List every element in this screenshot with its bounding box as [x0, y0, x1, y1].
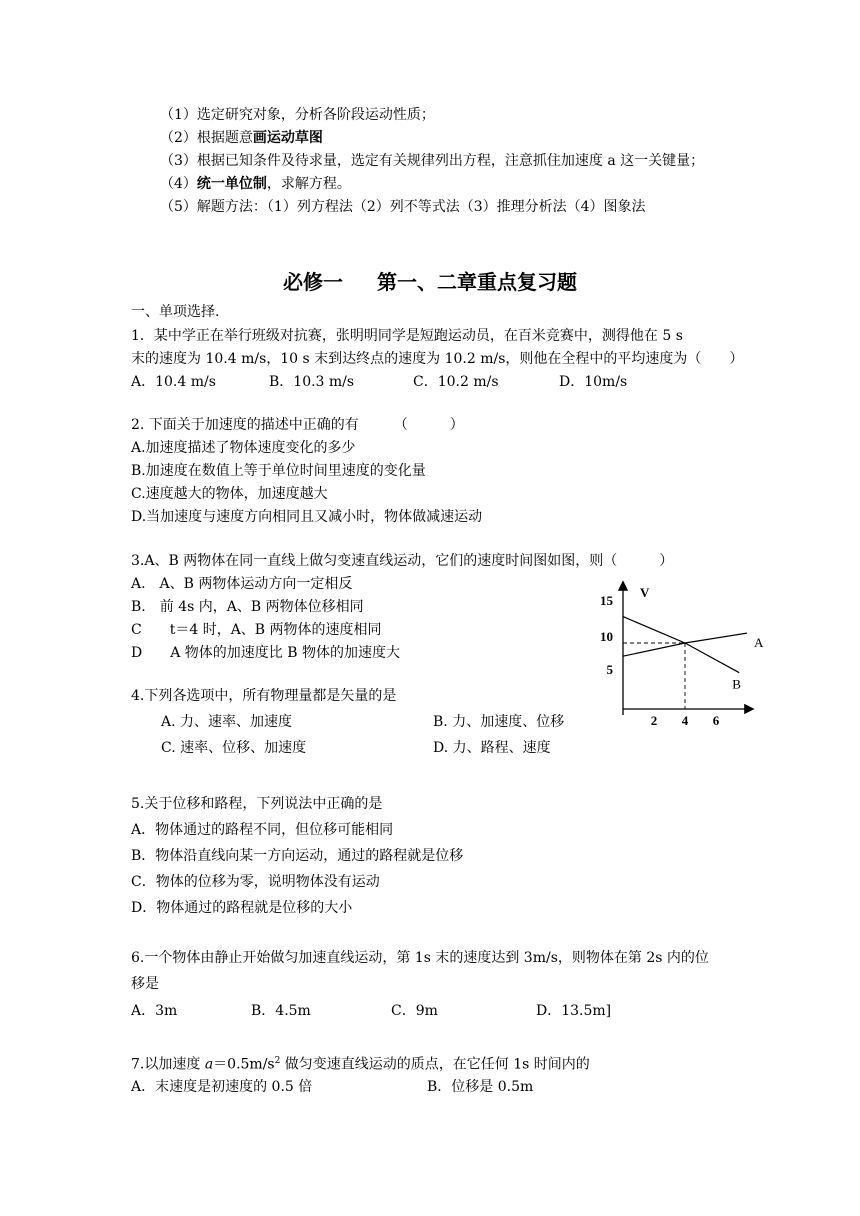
q4-option-b: B. 力、加速度、位移 — [433, 714, 565, 730]
q3-stem: 3.A、B 两物体在同一直线上做匀变速直线运动，它们的速度时间图如图，则（ ） — [131, 553, 674, 569]
q6-option-c: C．9m — [391, 1003, 438, 1019]
q6-option-a: A．3m — [131, 1003, 178, 1019]
q6-option-d: D．13.5m] — [536, 1003, 612, 1019]
q1-line2: 末的速度为 10.4 m/s，10 s 末到达终点的速度为 10.2 m/s，则他在全程中的平均速度为（ ） — [131, 351, 744, 367]
q4-option-a: A. 力、速率、加速度 — [161, 714, 293, 730]
q7-pre: 7.以加速度 — [131, 1056, 205, 1073]
title-part1: 必修一 — [283, 270, 343, 294]
q3-option-d: D A 物体的加速度比 B 物体的加速度大 — [131, 645, 400, 661]
q5-option-b: B．物体沿直线向某一方向运动，通过的路程就是位移 — [131, 848, 464, 864]
step-4-bold: 统一单位制 — [196, 176, 267, 192]
x-tick-label-2: 2 — [650, 713, 658, 728]
q3-option-c: C t＝4 时，A、B 两物体的速度相同 — [131, 622, 382, 638]
series-label-B: B — [732, 676, 741, 692]
q5-option-a: A．物体通过的路程不同，但位移可能相同 — [131, 822, 394, 838]
step-4-pre: （4） — [160, 176, 197, 192]
section-heading: 一、单项选择. — [131, 304, 220, 320]
page-title — [0, 268, 860, 296]
q5-option-d: D．物体通过的路程就是位移的大小 — [131, 900, 353, 916]
q3-option-a: A. A、B 两物体运动方向一定相反 — [131, 576, 353, 592]
step-5: （5）解题方法：（1）列方程法（2）列不等式法（3）推理分析法（4）图象法 — [160, 199, 646, 215]
q7-option-b: B．位移是 0.5m — [427, 1079, 534, 1095]
title-part2: 第一、二章重点复习题 — [377, 270, 577, 294]
x-tick-label-4: 4 — [681, 713, 689, 728]
q1-option-d: D．10m/s — [559, 374, 628, 390]
q7-sup: 2 — [274, 1056, 281, 1066]
q5-stem: 5.关于位移和路程，下列说法中正确的是 — [131, 796, 383, 812]
y-tick-label-5: 5 — [606, 662, 613, 677]
x-tick-label-6: 6 — [712, 713, 720, 728]
y-tick-label-10: 10 — [600, 629, 613, 644]
q7-var: a — [204, 1056, 214, 1073]
q7-mid: ＝0.5m/s — [213, 1056, 275, 1073]
q6-line1: 6.一个物体由静止开始做匀加速直线运动，第 1s 末的速度达到 3m/s，则物体在第 2s 内的位 — [131, 950, 709, 966]
step-2-text: （2）根据题意 — [160, 130, 253, 146]
q1-option-b: B．10.3 m/s — [269, 374, 355, 390]
step-4-post: ，求解方程。 — [266, 176, 351, 192]
q2-option-a: A.加速度描述了物体速度变化的多少 — [131, 440, 356, 456]
step-3: （3）根据已知条件及待求量，选定有关规律列出方程，注意抓住加速度 a 这一关键量； — [160, 153, 705, 169]
series-label-A: A — [754, 635, 764, 651]
step-2-bold: 画运动草图 — [252, 130, 323, 146]
q7-option-a: A．末速度是初速度的 0.5 倍 — [131, 1079, 313, 1095]
q3-option-b: B. 前 4s 内，A、B 两物体位移相同 — [131, 599, 364, 615]
q6-line2: 移是 — [131, 976, 159, 992]
step-4 — [160, 174, 351, 194]
q4-option-d: D. 力、路程、速度 — [433, 740, 551, 756]
y-tick-label-15: 15 — [600, 593, 613, 608]
step-2 — [160, 128, 323, 148]
q5-option-c: C．物体的位移为零，说明物体没有运动 — [131, 874, 380, 890]
y-axis-label: V — [640, 585, 650, 600]
q4-stem: 4.下列各选项中，所有物理量都是矢量的是 — [131, 688, 397, 704]
q1-option-a: A．10.4 m/s — [131, 374, 216, 390]
q4-option-c: C. 速率、位移、加速度 — [161, 740, 307, 756]
q2-option-b: B.加速度在数值上等于单位时间里速度的变化量 — [131, 463, 426, 479]
q2-stem: 2. 下面关于加速度的描述中正确的有 （ ） — [131, 417, 464, 433]
velocity-time-graph — [570, 575, 770, 730]
step-1: （1）选定研究对象，分析各阶段运动性质； — [160, 107, 435, 123]
q6-option-b: B．4.5m — [251, 1003, 311, 1019]
q1-option-c: C．10.2 m/s — [413, 374, 499, 390]
series-line-B — [623, 617, 739, 673]
q1-line1: 1．某中学正在举行班级对抗赛，张明明同学是短跑运动员，在百米竞赛中，测得他在 5 s — [131, 328, 683, 344]
q2-option-d: D.当加速度与速度方向相同且又减小时，物体做减速运动 — [131, 509, 483, 525]
q2-option-c: C.速度越大的物体，加速度越大 — [131, 486, 328, 502]
q7-post: 做匀变速直线运动的质点，在它任何 1s 时间内的 — [280, 1056, 590, 1073]
q7-stem — [131, 1051, 590, 1075]
